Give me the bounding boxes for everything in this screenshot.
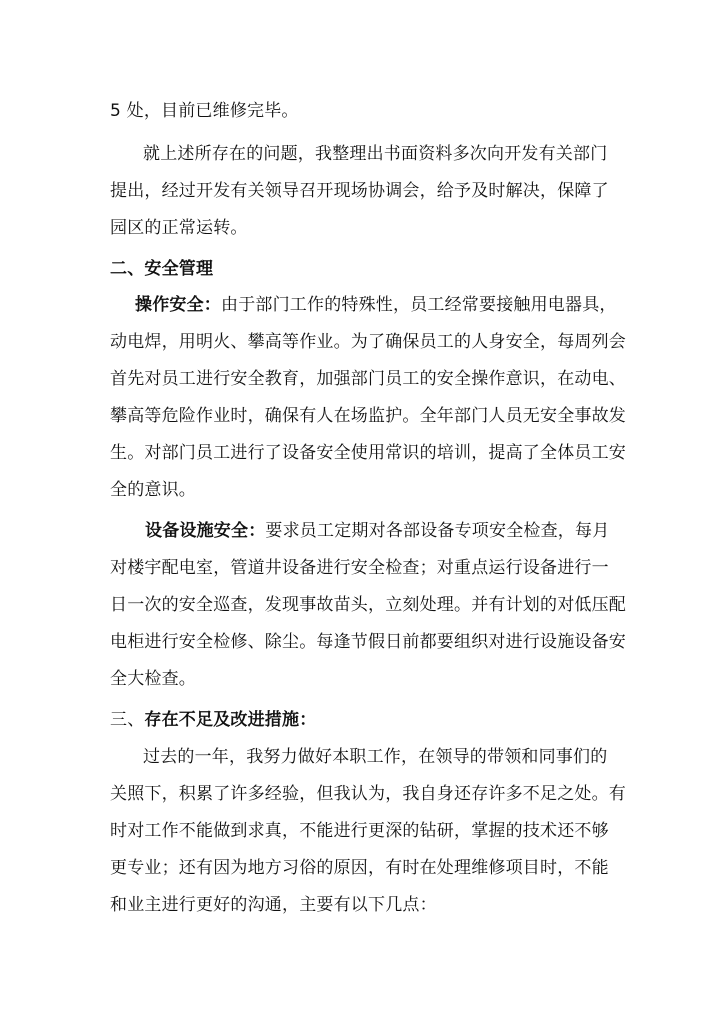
paragraph-line: 对楼宇配电室，管道井设备进行安全检查；对重点运行设备进行一	[110, 558, 609, 578]
equipment-safety-label: 设备设施安全：	[145, 521, 266, 541]
paragraph-line: 园区的正常运转。	[110, 218, 248, 238]
paragraph-line: 就上述所存在的问题，我整理出书面资料多次向开发有关部门	[143, 144, 608, 164]
paragraph-line	[135, 293, 655, 317]
paragraph-line: 5 处，目前已维修完毕。	[110, 101, 299, 121]
paragraph-line: 提出，经过开发有关领导召开现场协调会，给予及时解决，保障了	[110, 181, 609, 201]
paragraph-text: 要求员工定期对各部设备专项安全检查，每月	[265, 521, 610, 541]
paragraph-line	[145, 519, 665, 543]
section-heading-safety: 二、安全管理	[110, 259, 214, 279]
paragraph-line: 生。对部门员工进行了设备安全使用常识的培训，提高了全体员工安	[110, 443, 626, 463]
paragraph-text: 由于部门工作的特殊性，员工经常要接触用电器具，	[221, 295, 617, 315]
paragraph-line: 日一次的安全巡查，发现事故苗头，立刻处理。并有计划的对低压配	[110, 595, 626, 615]
paragraph-line: 更专业；还有因为地方习俗的原因，有时在处理维修项目时，不能	[110, 858, 609, 878]
paragraph-line: 动电焊，用明火、攀高等作业。为了确保员工的人身安全，每周列会	[110, 332, 626, 352]
operation-safety-label: 操作安全：	[135, 295, 221, 315]
paragraph-line: 电柜进行安全检修、除尘。每逢节假日前都要组织对进行设施设备安	[110, 632, 626, 652]
section-heading-improvement	[110, 708, 630, 732]
paragraph-line: 全大检查。	[110, 669, 196, 689]
paragraph-line: 全的意识。	[110, 480, 196, 500]
heading-text: 存在不足及改进措施：	[144, 710, 317, 730]
paragraph-line: 过去的一年，我努力做好本职工作，在领导的带领和同事们的	[143, 747, 608, 767]
paragraph-line: 攀高等危险作业时，确保有人在场监护。全年部门人员无安全事故发	[110, 406, 626, 426]
heading-prefix: 三、	[110, 710, 145, 730]
paragraph-line: 和业主进行更好的沟通，主要有以下几点：	[110, 895, 437, 915]
paragraph-line: 时对工作不能做到求真，不能进行更深的钻研，掌握的技术还不够	[110, 821, 609, 841]
paragraph-line: 关照下，积累了许多经验，但我认为，我自身还存许多不足之处。有	[110, 784, 626, 804]
paragraph-line: 首先对员工进行安全教育，加强部门员工的安全操作意识，在动电、	[110, 369, 626, 389]
